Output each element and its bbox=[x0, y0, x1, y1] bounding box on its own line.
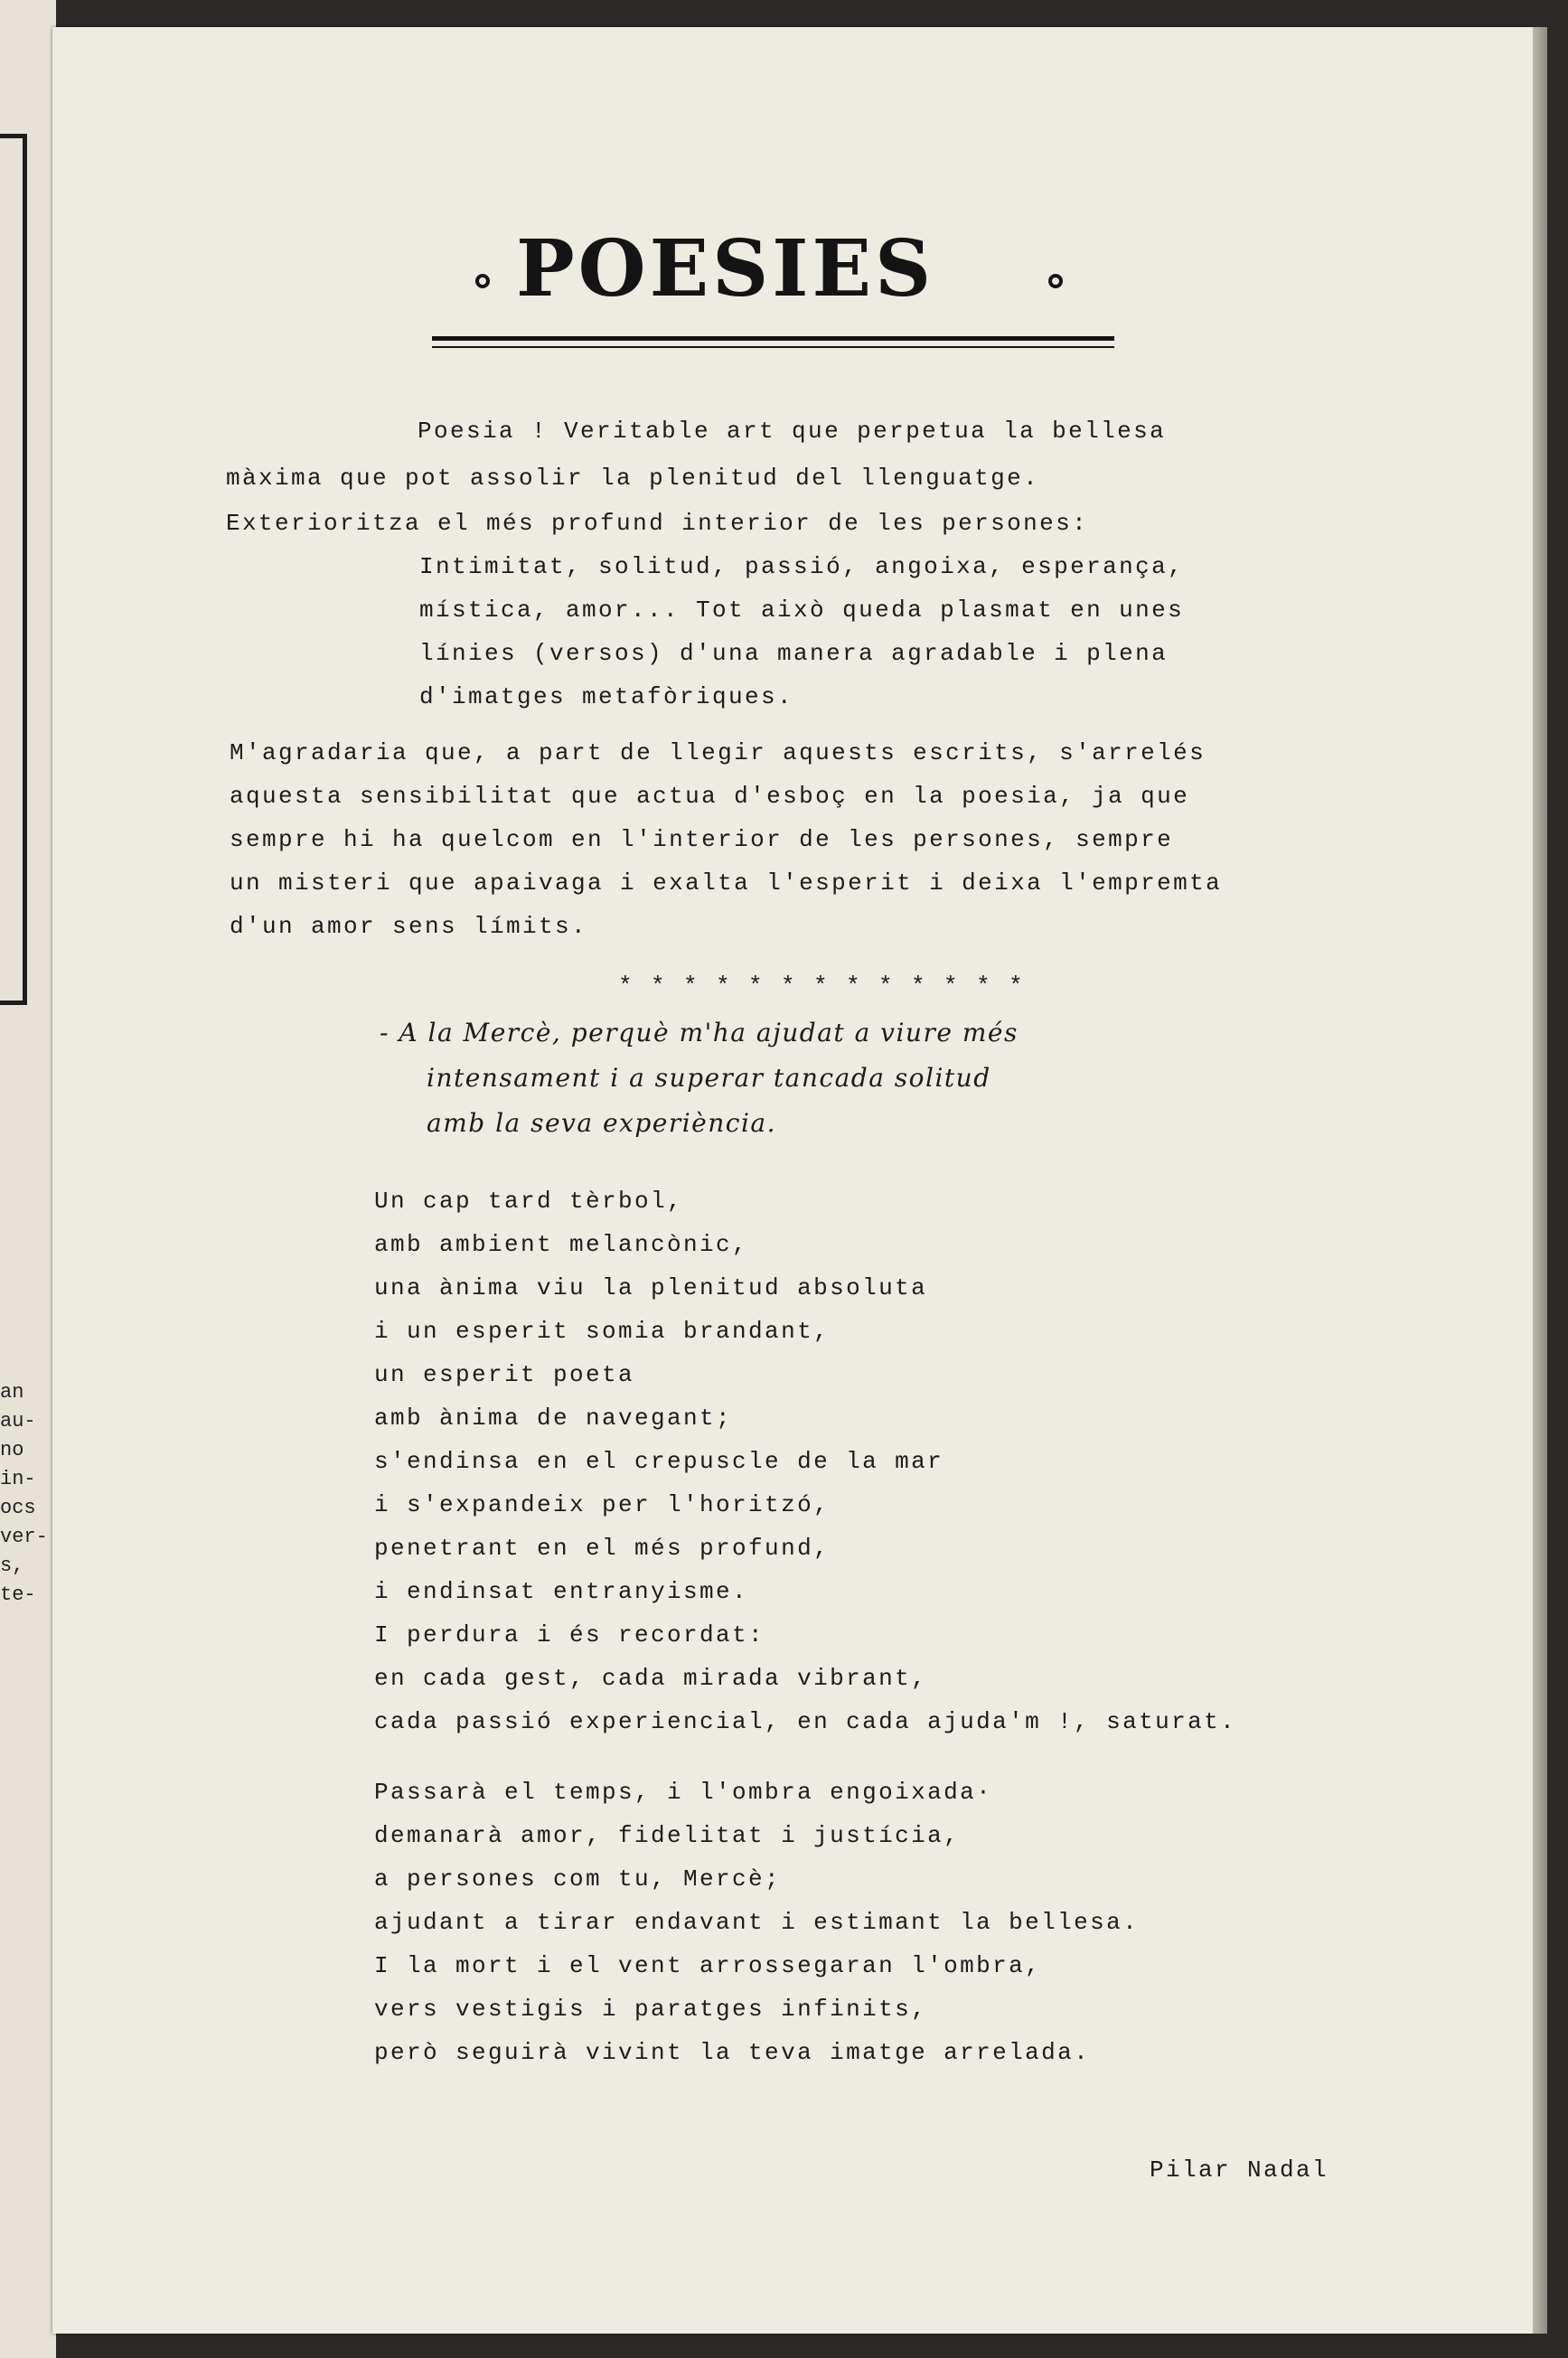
fragment: te- bbox=[0, 1583, 36, 1606]
fragment: an bbox=[0, 1381, 24, 1404]
page-title: POESIES bbox=[516, 223, 935, 315]
verse-line: i un esperit somia brandant, bbox=[374, 1318, 831, 1345]
intro-line: Intimitat, solitud, passió, angoixa, esperança, bbox=[419, 553, 1185, 580]
wish-line: d'un amor sens límits. bbox=[230, 913, 588, 940]
verse-line: Un cap tard tèrbol, bbox=[374, 1188, 684, 1215]
verse-line: una ànima viu la plenitud absoluta bbox=[374, 1274, 928, 1301]
wish-line: aquesta sensibilitat que actua d'esboç en la poesia, ja que bbox=[230, 783, 1190, 810]
intro-line: d'imatges metafòriques. bbox=[419, 683, 794, 710]
title-underline bbox=[432, 336, 1114, 341]
title-underline-thin bbox=[432, 346, 1114, 348]
intro-line: Poesia ! Veritable art que perpetua la bellesa bbox=[418, 418, 1167, 445]
verse-line: però seguirà vivint la teva imatge arrelada. bbox=[374, 2039, 1091, 2066]
dedication-line: intensament i a superar tancada solitud bbox=[427, 1063, 991, 1093]
intro-line: Exterioritza el més profund interior de les persones: bbox=[226, 510, 1089, 537]
left-page-frame bbox=[0, 134, 27, 1005]
title-block bbox=[414, 194, 1137, 375]
verse-line: i s'expandeix per l'horitzó, bbox=[374, 1491, 831, 1518]
ring-ornament-icon bbox=[1048, 274, 1063, 288]
verse-line: cada passió experiencial, en cada ajuda'm !, saturat. bbox=[374, 1708, 1237, 1735]
fragment: no bbox=[0, 1439, 24, 1461]
dedication-line: - A la Mercè, perquè m'ha ajudat a viure més bbox=[380, 1018, 1019, 1047]
wish-line: sempre hi ha quelcom en l'interior de les persones, sempre bbox=[230, 826, 1174, 853]
verse-line: I perdura i és recordat: bbox=[374, 1621, 765, 1649]
verse-line: demanarà amor, fidelitat i justícia, bbox=[374, 1822, 961, 1849]
left-page-edge bbox=[0, 0, 56, 2358]
dedication-line: amb la seva experiència. bbox=[427, 1108, 776, 1138]
fragment: in- bbox=[0, 1468, 36, 1490]
verse-line: en cada gest, cada mirada vibrant, bbox=[374, 1665, 928, 1692]
verse-line: ajudant a tirar endavant i estimant la bellesa. bbox=[374, 1909, 1140, 1936]
intro-line: línies (versos) d'una manera agradable i plena bbox=[419, 640, 1169, 667]
verse-line: s'endinsa en el crepuscle de la mar bbox=[374, 1448, 944, 1475]
left-page-fragments bbox=[0, 1378, 54, 1610]
verse-line: penetrant en el més profund, bbox=[374, 1535, 831, 1562]
fragment: s, bbox=[0, 1555, 24, 1577]
fragment: ver- bbox=[0, 1526, 48, 1548]
author-signature: Pilar Nadal bbox=[1150, 2156, 1329, 2184]
verse-line: amb ambient melancònic, bbox=[374, 1231, 749, 1258]
verse-line: Passarà el temps, i l'ombra engoixada· bbox=[374, 1779, 993, 1806]
verse-line: I la mort i el vent arrossegaran l'ombra, bbox=[374, 1952, 1042, 1979]
verse-line: vers vestigis i paratges infinits, bbox=[374, 1996, 928, 2023]
verse-line: a persones com tu, Mercè; bbox=[374, 1865, 782, 1893]
fragment: ocs bbox=[0, 1497, 36, 1519]
wish-line: un misteri que apaivaga i exalta l'esperit i deixa l'empremta bbox=[230, 869, 1223, 897]
verse-line: amb ànima de navegant; bbox=[374, 1404, 733, 1432]
verse-line: un esperit poeta bbox=[374, 1361, 635, 1388]
asterisk-separator: * * * * * * * * * * * * * bbox=[618, 972, 1026, 1000]
verse-line: i endinsat entranyisme. bbox=[374, 1578, 749, 1605]
poetry-page bbox=[52, 27, 1533, 2334]
intro-line: mística, amor... Tot això queda plasmat en unes bbox=[419, 597, 1185, 624]
wish-line: M'agradaria que, a part de llegir aquests escrits, s'arrelés bbox=[230, 739, 1207, 766]
fragment: au- bbox=[0, 1410, 36, 1433]
page-edge-shadow bbox=[1533, 27, 1547, 2334]
ring-ornament-icon bbox=[475, 274, 490, 288]
intro-line: màxima que pot assolir la plenitud del llenguatge. bbox=[226, 465, 1040, 492]
